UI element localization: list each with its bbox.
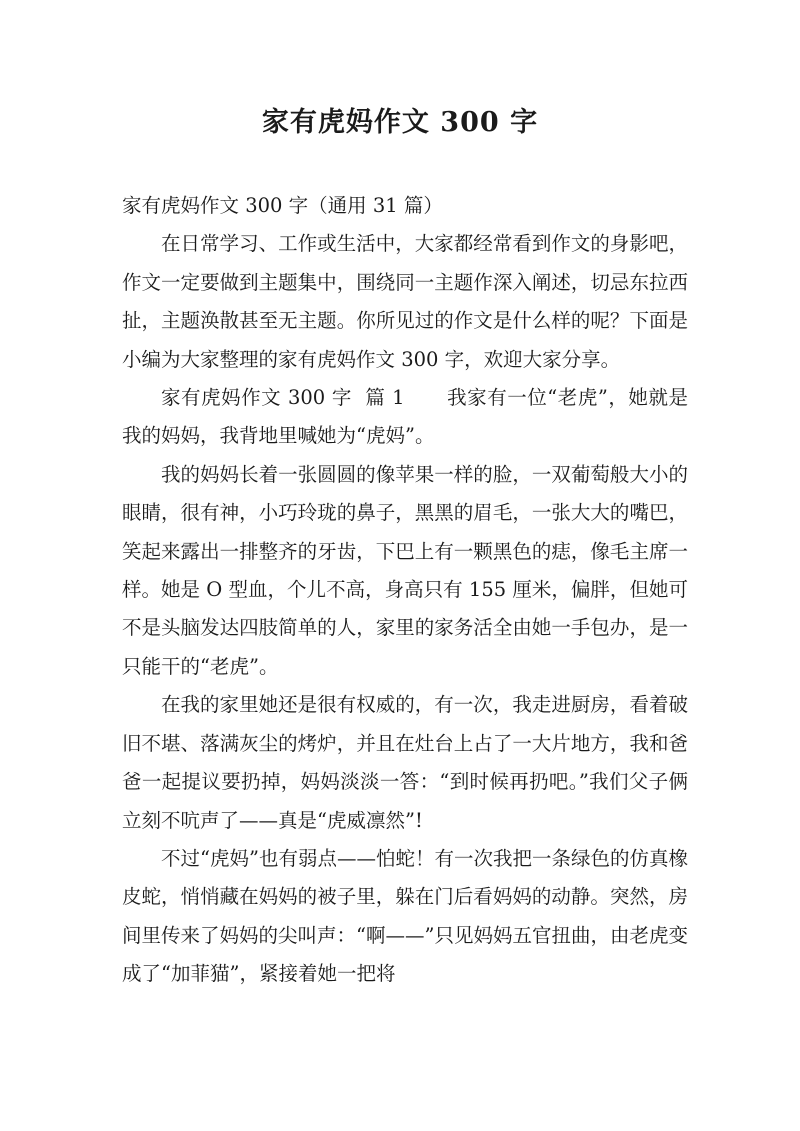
- section-paragraph: [122, 379, 688, 456]
- section-heading: 家有虎妈作文 300 字 篇 1: [161, 386, 405, 410]
- document-title: 家有虎妈作文 300 字: [261, 107, 539, 138]
- body-paragraph-1: 我的妈妈长着一张圆圆的像苹果一样的脸，一双葡萄般大小的眼睛，很有神，小巧玲珑的鼻子，黑黑的眉毛，一张大大的嘴巴，笑起来露出一排整齐的牙齿，下巴上有一颗黑色的痣，像毛主席一样。她是 O 型血，个儿不高，身高只有 155 厘米，偏胖，但她可不是头脑发达四肢简单的人，家里的家务活全由她一手包办，是一只能干的“老虎”。: [122, 462, 688, 678]
- body-paragraph-3: 不过“虎妈”也有弱点——怕蛇！有一次我把一条绿色的仿真橡皮蛇，悄悄藏在妈妈的被子里，躲在门后看妈妈的动静。突然，房间里传来了妈妈的尖叫声：“啊——”只见妈妈五官扭曲，由老虎变成了“加菲猫”，紧接着她一把将: [122, 846, 688, 986]
- intro-paragraph: 在日常学习、工作或生活中，大家都经常看到作文的身影吧，作文一定要做到主题集中，围绕同一主题作深入阐述，切忌东拉西扯，主题涣散甚至无主题。你所见过的作文是什么样的呢？下面是小编为大家整理的家有虎妈作文 300 字，欢迎大家分享。: [122, 232, 688, 371]
- document-body: [122, 187, 688, 994]
- section-lead: 我家有一位“老虎”，她就是我的妈妈，我背地里喊她为“虎妈”。: [122, 386, 688, 448]
- body-paragraph-2: 在我的家里她还是很有权威的，有一次，我走进厨房，看着破旧不堪、落满灰尘的烤炉，并且在灶台上占了一大片地方，我和爸爸一起提议要扔掉，妈妈淡淡一答：“到时候再扔吧。”我们父子俩立刻不吭声了——真是“虎威凛然”!: [122, 693, 688, 832]
- document-subtitle: 家有虎妈作文 300 字（通用 31 篇）: [122, 194, 443, 217]
